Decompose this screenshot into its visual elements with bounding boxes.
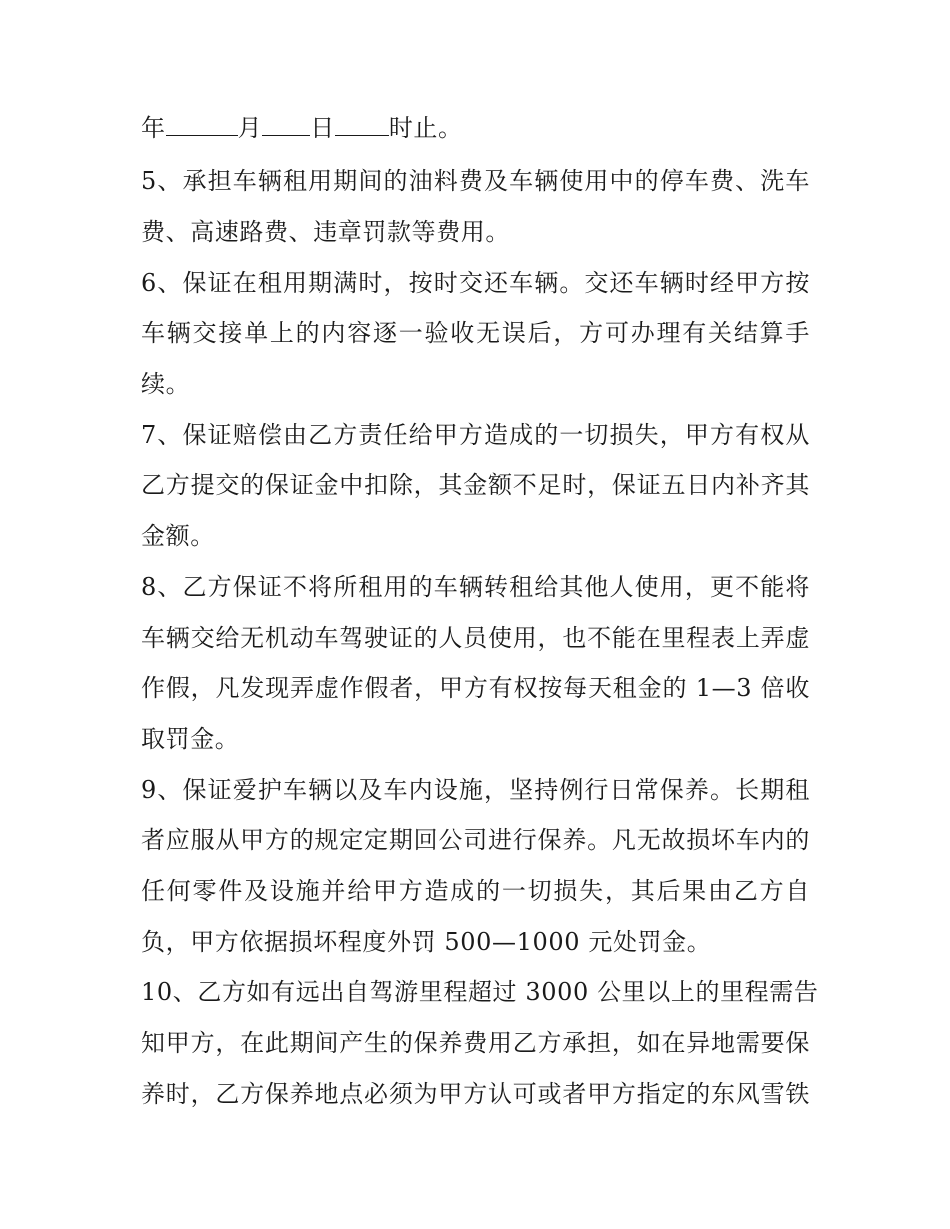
end-label: 时止。 <box>388 114 463 142</box>
clause-9-line-2: 者应服从甲方的规定定期回公司进行保养。凡无故损坏车内的 <box>141 826 810 854</box>
month-label: 月 <box>237 114 263 142</box>
clause-8-line-2: 车辆交给无机动车驾驶证的人员使用，也不能在里程表上弄虚 <box>141 624 810 652</box>
clause-7-line-2: 乙方提交的保证金中扣除，其金额不足时，保证五日内补齐其 <box>141 471 810 499</box>
clause-6-line-2: 车辆交接单上的内容逐一验收无误后，方可办理有关结算手 <box>141 319 810 347</box>
clause-8-line-4: 取罚金。 <box>141 725 240 753</box>
clause-9-line-3: 任何零件及设施并给甲方造成的一切损失，其后果由乙方自 <box>141 877 810 905</box>
day-label: 日 <box>310 114 335 142</box>
hour-blank <box>335 113 389 136</box>
month-blank <box>166 113 238 136</box>
clause-7-line-3: 金额。 <box>141 522 215 550</box>
clause-6-line-3: 续。 <box>141 370 191 398</box>
clause-8-line-3: 作假，凡发现弄虚作假者，甲方有权按每天租金的 1—3 倍收 <box>141 674 810 702</box>
clause-5-line-2: 费、高速路费、违章罚款等费用。 <box>141 218 510 246</box>
day-blank <box>262 113 310 136</box>
clause-8-line-1: 8、乙方保证不将所租用的车辆转租给其他人使用，更不能将 <box>141 573 810 601</box>
clause-10-line-2: 知甲方，在此期间产生的保养费用乙方承担，如在异地需要保 <box>141 1029 810 1057</box>
clause-7-line-1: 7、保证赔偿由乙方责任给甲方造成的一切损失，甲方有权从 <box>141 421 810 449</box>
year-label: 年 <box>141 114 166 142</box>
clause-9-line-4: 负，甲方依据损坏程度外罚 500—1000 元处罚金。 <box>141 928 712 956</box>
clause-5-line-1: 5、承担车辆租用期间的油料费及车辆使用中的停车费、洗车 <box>141 167 810 195</box>
clause-9-line-1: 9、保证爱护车辆以及车内设施，坚持例行日常保养。长期租 <box>141 776 810 804</box>
clause-10-line-3: 养时，乙方保养地点必须为甲方认可或者甲方指定的东风雪铁 <box>141 1080 810 1108</box>
clause-6-line-1: 6、保证在租用期满时，按时交还车辆。交还车辆时经甲方按 <box>141 269 810 297</box>
clause-10-line-1: 10、乙方如有远出自驾游里程超过 3000 公里以上的里程需告 <box>141 978 819 1006</box>
date-line <box>141 113 463 143</box>
